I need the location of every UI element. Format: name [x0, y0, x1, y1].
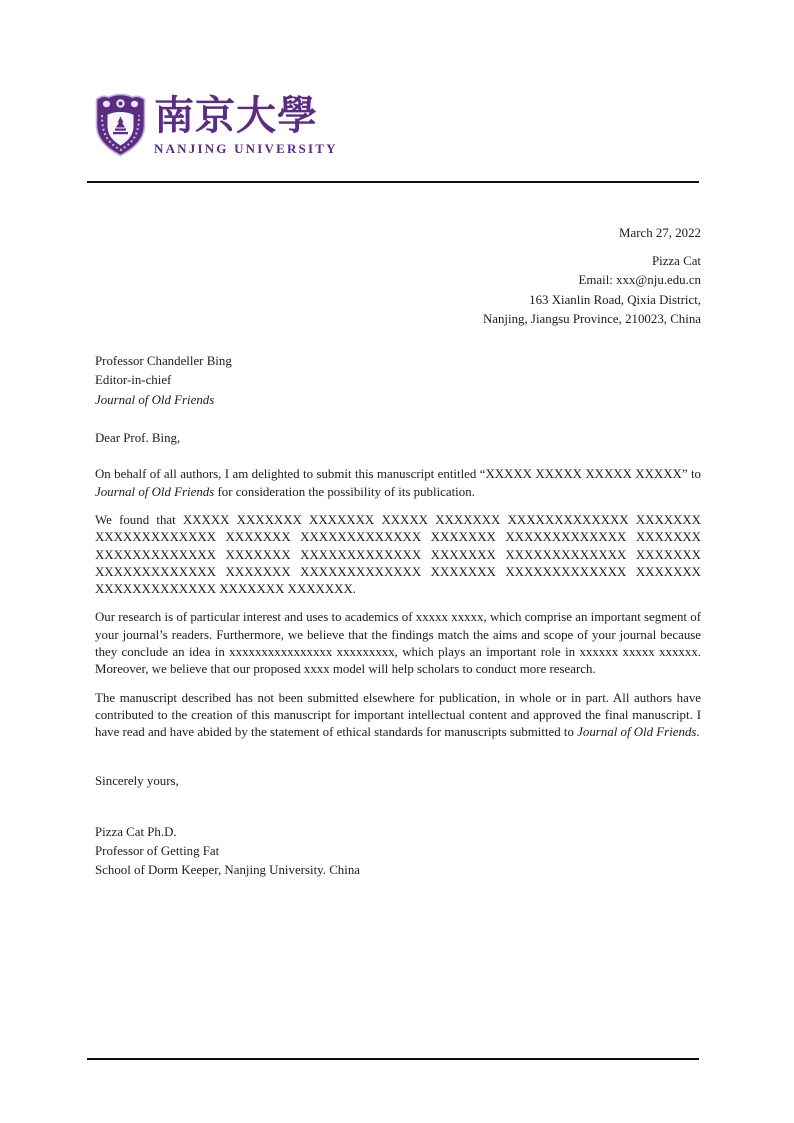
paragraph-relevance: Our research is of particular interest and uses to academics of xxxxx xxxxx, which comprise an important segment of your journal’s readers. Furthermore, we believe that the findings match the aims and scope of your journal because they conclude an idea in xxxxxxxxxxxxxxxx xxxxxxxxx, which plays an important role in xxxxxx xxxxx xxxxxx. Moreover, we believe that our proposed xxxx model will help scholars to conduct more research. — [95, 610, 701, 677]
sender-name: Pizza Cat — [651, 254, 701, 268]
sender-email: Email: xxx@nju.edu.cn — [578, 273, 701, 288]
sender-address-line2: Nanjing, Jiangsu Province, 210023, China — [482, 311, 701, 326]
signature-affiliation: School of Dorm Keeper, Nanjing University. China — [95, 863, 360, 878]
signature-block — [95, 823, 701, 881]
sender-address-line1: 163 Xianlin Road, Qixia District, — [529, 292, 701, 307]
salutation: Dear Prof. Bing, — [95, 431, 181, 446]
university-name-english: NANJING UNIVERSITY — [154, 141, 338, 156]
paragraph-1-text-end: for consideration the possibility of its publication. — [214, 484, 475, 499]
university-name-chinese: 南京大學 — [154, 93, 318, 139]
paragraph-1-text: On behalf of all authors, I am delighted to submit this manuscript entitled “XXXXX XXXXX XXXXX XXXXX” to — [95, 467, 701, 482]
signature-name: Pizza Cat Ph.D. — [95, 824, 177, 839]
header-rule — [87, 181, 699, 183]
paragraph-4-text: The manuscript described has not been submitted elsewhere for publication, in whole or in part. All authors have contributed to the creation of this manuscript for important intellectual content and approved the final manuscript. I have read and have abided by the statement of ethical standards for manuscripts submitted to — [95, 690, 701, 740]
footer-rule — [87, 1058, 699, 1060]
paragraph-4-text-end: . — [696, 725, 700, 740]
recipient-journal: Journal of Old Friends — [95, 392, 215, 407]
journal-name-italic-2: Journal of Old Friends — [577, 725, 697, 740]
journal-name-italic: Journal of Old Friends — [95, 484, 215, 499]
university-logo — [94, 93, 338, 157]
recipient-name: Professor Chandeller Bing — [95, 354, 232, 369]
recipient-block — [95, 352, 701, 410]
paragraph-submission — [95, 466, 701, 501]
valediction: Sincerely yours, — [95, 773, 179, 788]
university-wordmark — [154, 93, 338, 156]
nanjing-university-emblem-icon — [94, 93, 147, 157]
letter-content — [95, 224, 701, 881]
signature-title: Professor of Getting Fat — [95, 844, 220, 859]
emblem-shield-graphic — [94, 93, 147, 157]
date: March 27, 2022 — [619, 226, 701, 240]
paragraph-findings: We found that XXXXX XXXXXXX XXXXXXX XXXXX XXXXXXX XXXXXXXXXXXXX XXXXXXX XXXXXXXXXXXXX XXXXXXX XXXXXXXXXXXXX XXXXXXX XXXXXXXXXXXXX XXXXXXX XXXXXXXXXXXXX XXXXXXX XXXXXXXXXXXXX XXXXXXX XXXXXXXXXXXXX XXXXXXX XXXXXXXXXXXXX XXXXXXX XXXXXXXXXXXXX XXXXXXX XXXXXXXXXXXXX XXXXXXX XXXXXXXXXXXXX XXXXXXX XXXXXXX. — [95, 512, 701, 597]
sender-address-block — [95, 252, 701, 329]
paragraph-declaration — [95, 690, 701, 742]
recipient-title: Editor-in-chief — [95, 373, 172, 388]
